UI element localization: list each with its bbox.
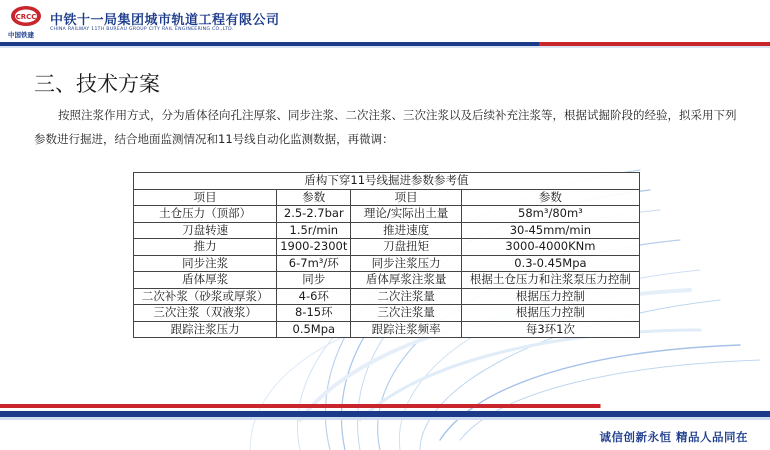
table-cell: 刀盘转速	[134, 222, 277, 239]
table-cell: 推力	[134, 239, 277, 256]
column-header-param: 参数	[277, 189, 351, 206]
table-caption-row	[134, 173, 640, 190]
table-row	[134, 288, 640, 305]
company-logo	[8, 5, 46, 39]
table-row	[134, 321, 640, 338]
table-header-row	[134, 189, 640, 206]
table-cell: 二次补浆（砂浆或厚浆）	[134, 288, 277, 305]
table-cell: 4-6环	[277, 288, 351, 305]
table-cell: 58m³/80m³	[461, 206, 639, 223]
table-cell: 同步	[277, 272, 351, 289]
column-header-param: 参数	[461, 189, 639, 206]
table-cell: 6-7m³/环	[277, 255, 351, 272]
table-row	[134, 239, 640, 256]
table-row	[134, 255, 640, 272]
section-title: 三、技术方案	[34, 72, 160, 96]
table-cell: 每3环1次	[461, 321, 639, 338]
table-cell: 土仓压力（顶部）	[134, 206, 277, 223]
table-cell: 1.5r/min	[277, 222, 351, 239]
table-cell: 根据压力控制	[461, 288, 639, 305]
table-row	[134, 272, 640, 289]
table-caption: 盾构下穿11号线掘进参数参考值	[134, 173, 640, 190]
table-cell: 刀盘扭矩	[351, 239, 461, 256]
table-cell: 3000-4000KNm	[461, 239, 639, 256]
table-cell: 30-45mm/min	[461, 222, 639, 239]
table-cell: 同步注浆压力	[351, 255, 461, 272]
table-cell: 1900-2300t	[277, 239, 351, 256]
logo-text: CRCC	[15, 13, 37, 21]
company-slogan: 诚信创新永恒 精品人品同在	[599, 430, 748, 444]
table-cell: 理论/实际出土量	[351, 206, 461, 223]
table-cell: 三次注浆（双液浆）	[134, 305, 277, 322]
table-cell: 8-15环	[277, 305, 351, 322]
parameter-table	[133, 172, 640, 338]
column-header-item: 项目	[134, 189, 277, 206]
table-cell: 三次注浆量	[351, 305, 461, 322]
table-cell: 二次注浆量	[351, 288, 461, 305]
table-cell: 根据压力控制	[461, 305, 639, 322]
column-header-item: 项目	[351, 189, 461, 206]
intro-paragraph: 按照注浆作用方式，分为盾体径向孔注厚浆、同步注浆、二次注浆、三次注浆以及后续补充注浆等，根据试掘阶段的经验，拟采用下列参数进行掘进，结合地面监测情况和11号线自动化监测数据，再微调：	[34, 108, 737, 146]
header-divider-light	[0, 46, 770, 48]
table-cell: 跟踪注浆频率	[351, 321, 461, 338]
table-row	[134, 222, 640, 239]
crcc-logo-icon	[10, 5, 42, 27]
table-row	[134, 305, 640, 322]
company-name-cn: 中铁十一局集团城市轨道工程有限公司	[50, 13, 280, 28]
table-body	[134, 206, 640, 338]
table-cell: 0.5Mpa	[277, 321, 351, 338]
table-cell: 跟踪注浆压力	[134, 321, 277, 338]
table-cell: 同步注浆	[134, 255, 277, 272]
header	[0, 0, 770, 46]
table-row	[134, 206, 640, 223]
footer-divider-red	[0, 404, 770, 408]
logo-caption: 中国铁建	[8, 31, 34, 39]
footer-divider-light	[0, 417, 770, 420]
table-cell: 盾体厚浆注浆量	[351, 272, 461, 289]
table-cell: 推进速度	[351, 222, 461, 239]
table-cell: 根据土仓压力和注浆泵压力控制	[461, 272, 639, 289]
company-name-en: CHINA RAILWAY 11TH BUREAU GROUP CITY RAIL ENGINEERING CO.,LTD.	[50, 27, 234, 32]
table-cell: 盾体厚浆	[134, 272, 277, 289]
table-cell: 2.5-2.7bar	[277, 206, 351, 223]
table-cell: 0.3-0.45Mpa	[461, 255, 639, 272]
